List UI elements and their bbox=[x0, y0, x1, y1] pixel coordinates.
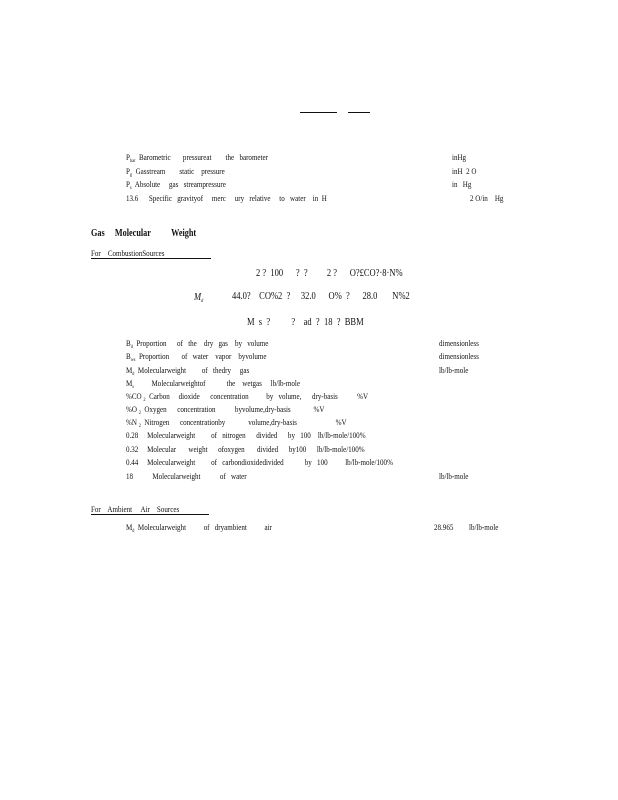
def-row: 18 Molecularweight of water bbox=[126, 472, 247, 481]
def-unit: lb/lb-mole bbox=[439, 472, 469, 481]
def-row: $B_{ws}$ Proportion of water vapor byvolume bbox=[126, 352, 267, 363]
title-rule-left bbox=[300, 112, 337, 113]
combustion-heading: For CombustionSources bbox=[91, 249, 165, 258]
def-row: 0.28 Molecularweight of nitrogen divided by 100 lb/lb-mole/100% bbox=[126, 431, 366, 440]
def-row: $B_d$ Proportion of the dry gas by volume bbox=[126, 339, 269, 350]
def-row: $P_s$ Absolute gas streampressure bbox=[126, 180, 226, 191]
def-value: 28.965 bbox=[434, 523, 454, 532]
def-unit: dimensionless bbox=[439, 352, 479, 361]
def-unit: lb/lb-mole bbox=[469, 523, 499, 532]
def-row: 13.6 Specific gravityof merc ury relative to water in H bbox=[126, 194, 327, 203]
def-row: 0.44 Molecularweight of carbondioxidedivided by 100 lb/lb-mole/100% bbox=[126, 458, 393, 467]
ambient-heading: For Ambient Air Sources bbox=[91, 505, 180, 514]
def-unit: 2 O/in Hg bbox=[470, 194, 504, 203]
def-unit: dimensionless bbox=[439, 339, 479, 348]
ambient-heading-rule bbox=[91, 514, 209, 515]
def-row: %O $_2$ Oxygen concentration byvolume,dry-basis %V bbox=[126, 405, 325, 416]
def-row: %N $_2$ Nitrogen concentrationby volume,dry-basis %V bbox=[126, 418, 347, 429]
def-unit: in Hg bbox=[452, 180, 472, 189]
equation-2-md: $M_d$ bbox=[194, 292, 204, 304]
def-unit: inHg bbox=[452, 153, 467, 162]
section-title: Gas Molecular Weight bbox=[91, 228, 197, 239]
def-row: $M_s$ Molecularweightof the wetgas lb/lb-mole bbox=[126, 379, 300, 390]
combustion-heading-rule bbox=[91, 258, 211, 259]
def-unit: inH 2 O bbox=[452, 167, 477, 176]
title-rule-right bbox=[348, 112, 370, 113]
def-row: $M_d$ Molecularweight of dryambient air bbox=[126, 523, 272, 534]
def-row: $P_g$ Gasstream static pressure bbox=[126, 167, 225, 178]
def-row: %CO $_2$ Carbon dioxide concentration by volume, dry-basis %V bbox=[126, 392, 369, 403]
equation-1: 2 ? 100 ? ? 2 ? O?£CO?·8·N% bbox=[256, 268, 403, 279]
equation-3: M s ? ? ad ? 18 ? BBM bbox=[247, 317, 364, 328]
def-unit: lb/lb-mole bbox=[439, 366, 469, 375]
def-row: $P_{bar}$ Barometric pressureat the barometer bbox=[126, 153, 268, 164]
equation-2: 44.0? CO%2 ? 32.0 O% ? 28.0 N%2 bbox=[232, 291, 410, 302]
def-row: $M_d$ Molecularweight of thedry gas bbox=[126, 366, 250, 377]
def-row: 0.32 Molecular weight ofoxygen divided by100 lb/lb-mole/100% bbox=[126, 445, 365, 454]
